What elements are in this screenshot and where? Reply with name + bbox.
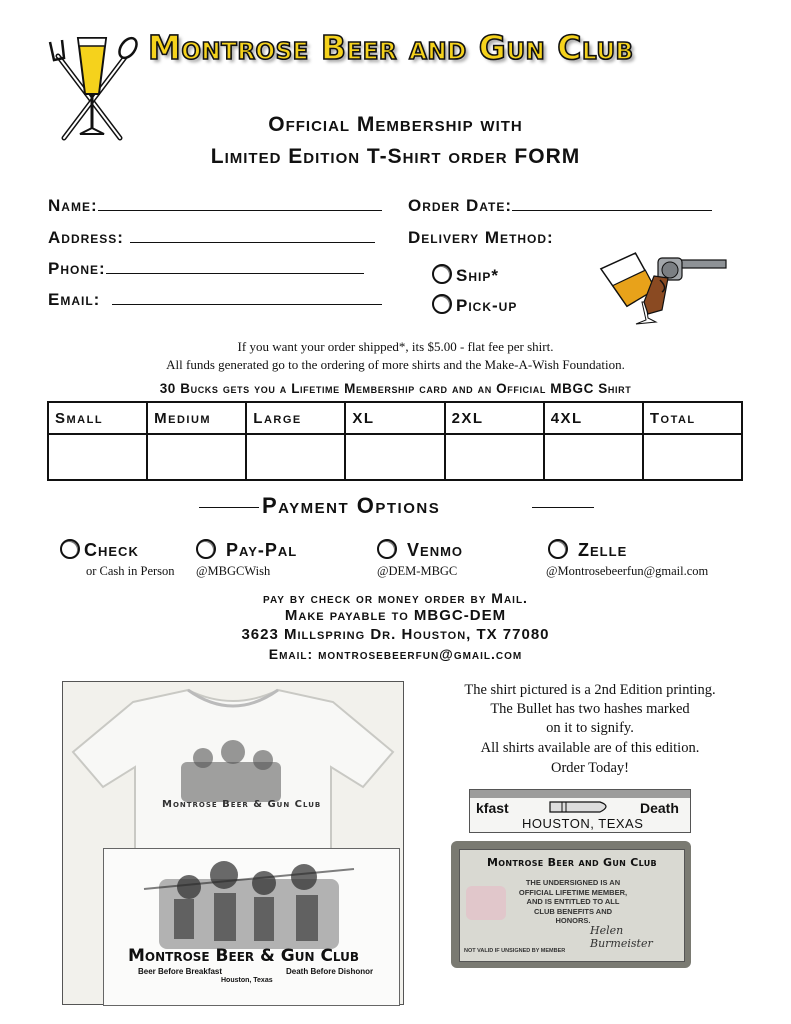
shirt-print-title: Montrose Beer & Gun Club [128, 946, 360, 966]
ship-option-label: Ship* [456, 266, 499, 285]
zelle-label: Zelle [578, 540, 628, 560]
closeup-left-text: kfast [476, 800, 509, 816]
address-input-line[interactable] [130, 228, 375, 243]
size-cell-small[interactable] [48, 434, 147, 480]
shirt-print-city: Houston, Texas [221, 977, 273, 984]
paypal-label: Pay-Pal [226, 540, 298, 560]
closeup-city-text: HOUSTON, TEXAS [522, 816, 644, 831]
form-subtitle-line2: Limited Edition T-Shirt order FORM [210, 145, 581, 168]
zelle-radio[interactable] [548, 539, 568, 559]
pay-instruction-line2: Make payable to MBGC-DEM [284, 607, 507, 624]
size-order-table [47, 401, 743, 481]
card-footer: NOT VALID IF UNSIGNED BY MEMBER [464, 948, 566, 954]
payment-options-heading: Payment Options [262, 493, 441, 518]
name-label: Name: [48, 196, 98, 215]
pickup-option[interactable] [432, 294, 517, 316]
order-date-input-line[interactable] [512, 196, 712, 211]
size-header-large: Large [246, 402, 345, 434]
check-label: Check [84, 540, 139, 560]
payment-venmo-option[interactable] [377, 539, 463, 561]
size-cell-xl[interactable] [345, 434, 444, 480]
payment-heading-rule-right [532, 507, 594, 508]
shirt-print-right-text: Death Before Dishonor [286, 967, 374, 976]
size-header-4xl: 4XL [544, 402, 643, 434]
size-header-medium: Medium [147, 402, 246, 434]
check-radio[interactable] [60, 539, 80, 559]
pay-instruction-line3: 3623 Millspring Dr. Houston, TX 77080 [241, 626, 550, 643]
venmo-radio[interactable] [377, 539, 397, 559]
shirt-note-line2: The Bullet has two hashes marked [490, 701, 690, 717]
shipping-note: If you want your order shipped*, its $5.00 - flat fee per shirt. [237, 339, 554, 354]
address-label: Address: [48, 228, 124, 247]
size-cell-4xl[interactable] [544, 434, 643, 480]
size-cell-total[interactable] [643, 434, 742, 480]
card-stamp-icon [466, 886, 506, 920]
paypal-radio[interactable] [196, 539, 216, 559]
size-header-xl: XL [345, 402, 444, 434]
address-field[interactable] [48, 228, 375, 248]
delivery-method-label: Delivery Method: [408, 228, 554, 247]
form-subtitle-line1: Official Membership with [268, 113, 523, 136]
size-header-2xl: 2XL [445, 402, 544, 434]
club-name-title: Montrose Beer and Gun Club [148, 28, 634, 67]
pay-instruction-line1: pay by check or money order by Mail. [263, 590, 528, 606]
email-label: Email: [48, 290, 101, 309]
shirt-print-title-small: Montrose Beer & Gun Club [162, 799, 322, 810]
venmo-label: Venmo [407, 540, 464, 560]
pickup-radio[interactable] [432, 294, 452, 314]
size-cell-medium[interactable] [147, 434, 246, 480]
membership-card [459, 849, 685, 962]
size-cell-large[interactable] [246, 434, 345, 480]
beer-and-revolver-icon [598, 248, 738, 330]
phone-label: Phone: [48, 259, 106, 278]
shirt-note-line5: Order Today! [550, 760, 630, 776]
payment-zelle-option[interactable] [548, 539, 627, 561]
name-input-line[interactable] [98, 196, 382, 211]
card-text: THE UNDERSIGNED IS AN OFFICIAL LIFETIME MEMBER, AND IS ENTITLED TO ALL CLUB BENEFITS AND HONORS. [518, 878, 628, 925]
bullet-closeup-photo [469, 789, 691, 833]
paypal-handle: @MBGCWish [196, 564, 271, 578]
shirt-print-left-text: Beer Before Breakfast [138, 967, 223, 976]
card-title: Montrose Beer and Gun Club [487, 856, 657, 869]
check-sub: or Cash in Person [86, 564, 175, 578]
venmo-handle: @DEM-MBGC [377, 564, 458, 578]
closeup-right-text: Death [640, 800, 679, 816]
shirt-note-line4: All shirts available are of this edition. [480, 740, 700, 756]
membership-offer: 30 Bucks gets you a Lifetime Membership card and an Official MBGC Shirt [159, 381, 632, 396]
zelle-handle: @Montrosebeerfun@gmail.com [546, 564, 709, 578]
membership-card-photo [451, 841, 691, 968]
funds-note: All funds generated go to the ordering of more shirts and the Make-A-Wish Foundation. [166, 357, 625, 372]
phone-input-line[interactable] [106, 259, 364, 274]
phone-field[interactable] [48, 259, 364, 279]
card-signature: Helen Burmeister [590, 924, 653, 950]
size-cell-2xl[interactable] [445, 434, 544, 480]
size-header-small: Small [48, 402, 147, 434]
payment-heading-rule-left [199, 507, 259, 508]
pay-instruction-line4: Email: montrosebeerfun@gmail.com [268, 646, 523, 662]
name-field[interactable] [48, 196, 382, 216]
size-header-total: Total [643, 402, 742, 434]
order-date-label: Order Date: [408, 196, 512, 215]
shirt-note-line3: on it to signify. [546, 720, 634, 736]
pickup-option-label: Pick-up [456, 296, 518, 315]
email-input-line[interactable] [112, 290, 382, 305]
payment-paypal-option[interactable] [196, 539, 297, 561]
ship-option[interactable] [432, 264, 499, 286]
email-field[interactable] [48, 290, 382, 310]
ship-radio[interactable] [432, 264, 452, 284]
shirt-note-line1: The shirt pictured is a 2nd Edition printing. [464, 682, 716, 698]
payment-check-option[interactable] [60, 539, 139, 561]
order-date-field[interactable] [408, 196, 712, 216]
